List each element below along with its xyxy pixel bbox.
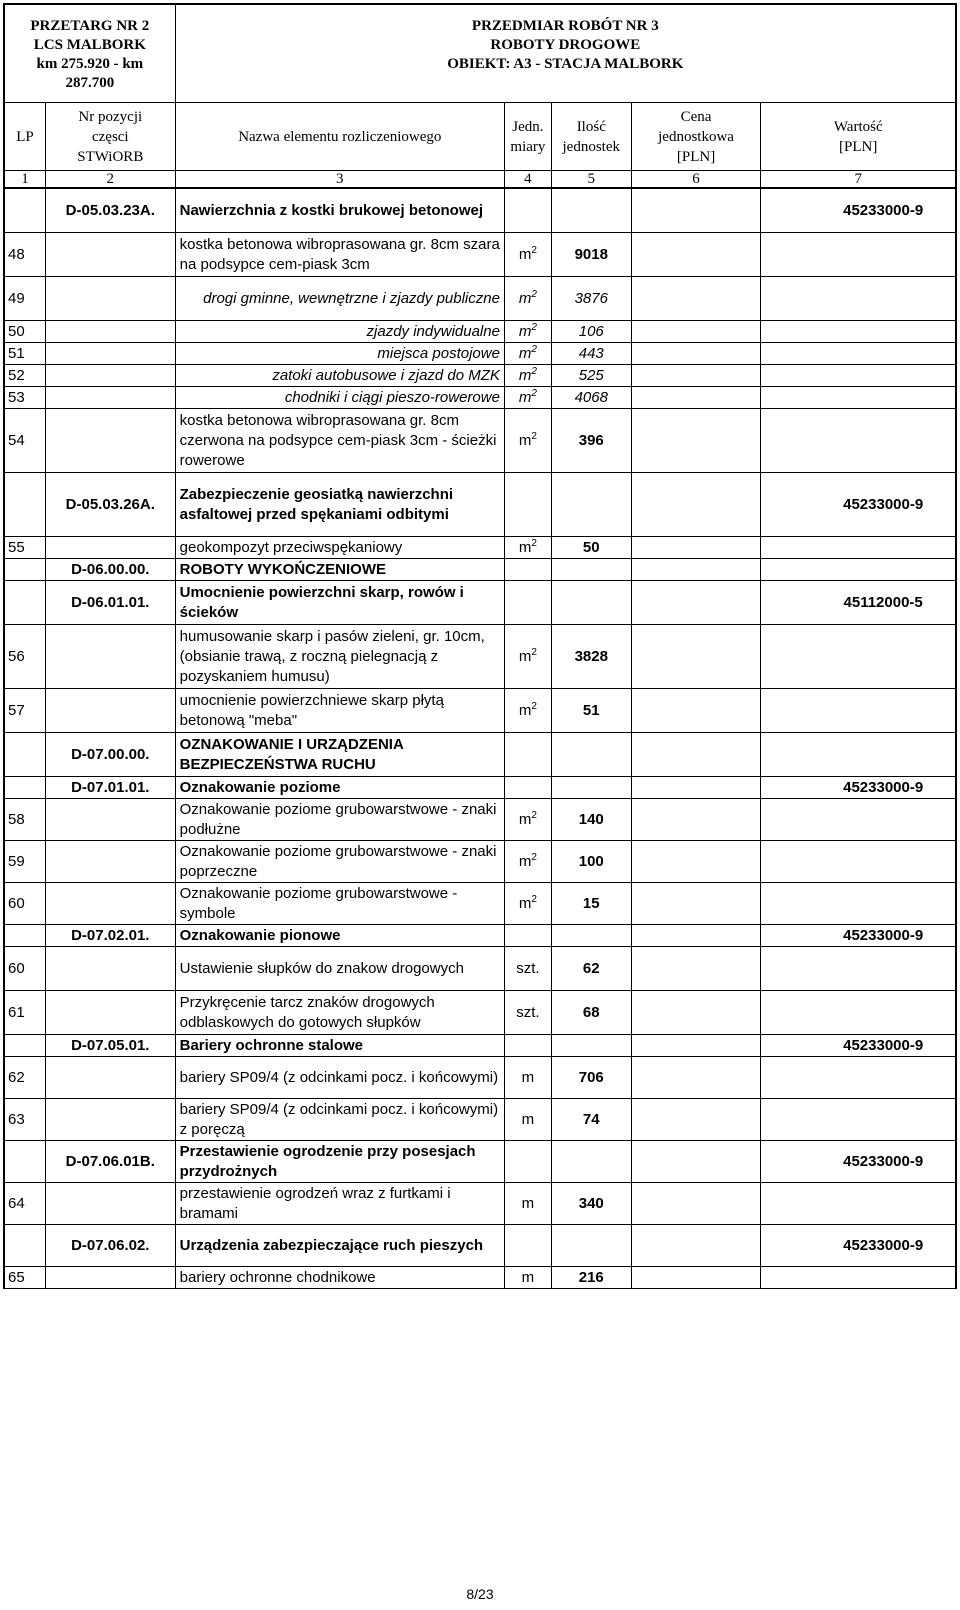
- row-lp: 65: [5, 1267, 46, 1288]
- col-name: Nazwa elementu rozliczeniowego: [176, 103, 505, 170]
- spec-code: [46, 1183, 176, 1224]
- spec-code: [46, 1099, 176, 1140]
- unit-price: [632, 883, 762, 924]
- quantity: 706: [552, 1057, 632, 1098]
- cpv-code: 45233000-9: [761, 473, 957, 536]
- section-row: [3, 189, 957, 233]
- total-value: [761, 277, 957, 320]
- cpv-code: [761, 733, 957, 776]
- total-value: [761, 947, 957, 990]
- spec-code: D-07.06.02.: [46, 1225, 176, 1266]
- item-name: bariery ochronne chodnikowe: [176, 1267, 505, 1288]
- quantity: 443: [552, 343, 632, 364]
- spec-code: [46, 883, 176, 924]
- table-row: [3, 277, 957, 321]
- spec-code: [46, 409, 176, 472]
- unit-price: [632, 277, 762, 320]
- tender-line: 287.700: [65, 75, 115, 91]
- section-name: Bariery ochronne stalowe: [176, 1035, 505, 1056]
- cpv-code: 45233000-9: [761, 1141, 957, 1182]
- row-qty: [552, 777, 632, 798]
- cpv-code: 45233000-9: [761, 189, 957, 232]
- total-value: [761, 537, 957, 558]
- spec-code: [46, 991, 176, 1034]
- tender-line: PRZETARG NR 2: [30, 18, 150, 34]
- spec-code: [46, 233, 176, 276]
- total-value: [761, 1057, 957, 1098]
- section-row: [3, 777, 957, 799]
- total-value: [761, 841, 957, 882]
- spec-code: [46, 625, 176, 688]
- quantity: 3828: [552, 625, 632, 688]
- section-name: OZNAKOWANIE I URZĄDZENIA BEZPIECZEŃSTWA RUCHU: [176, 733, 505, 776]
- spec-code: D-05.03.26A.: [46, 473, 176, 536]
- column-headers: [3, 103, 957, 171]
- unit-of-measure: $m^2$: [505, 387, 552, 408]
- document-title: [176, 5, 957, 102]
- spec-code: [46, 343, 176, 364]
- spec-code: [46, 387, 176, 408]
- col-number: 1: [5, 171, 46, 187]
- row-qty: [552, 581, 632, 624]
- row-lp: [5, 1141, 46, 1182]
- unit-of-measure: $m^2$: [505, 343, 552, 364]
- col-number: 7: [761, 171, 957, 187]
- spec-code: D-05.03.23A.: [46, 189, 176, 232]
- table-row: [3, 233, 957, 277]
- total-value: [761, 233, 957, 276]
- total-value: [761, 387, 957, 408]
- row-price: [632, 1141, 762, 1182]
- unit-price: [632, 1267, 762, 1288]
- table-row: [3, 387, 957, 409]
- item-name: drogi gminne, wewnętrzne i zjazdy publiczne: [176, 277, 505, 320]
- item-name: humusowanie skarp i pasów zieleni, gr. 10cm, (obsianie trawą, z roczną pielegnacją z pozyskaniem humusu): [176, 625, 505, 688]
- unit-of-measure: $m^2$: [505, 321, 552, 342]
- unit-price: [632, 365, 762, 386]
- spec-code: [46, 689, 176, 732]
- row-lp: 48: [5, 233, 46, 276]
- quantity: 4068: [552, 387, 632, 408]
- spec-code: D-07.06.01B.: [46, 1141, 176, 1182]
- table-row: [3, 1183, 957, 1225]
- row-lp: 53: [5, 387, 46, 408]
- spec-code: D-07.00.00.: [46, 733, 176, 776]
- row-lp: 62: [5, 1057, 46, 1098]
- row-price: [632, 777, 762, 798]
- item-name: kostka betonowa wibroprasowana gr. 8cm szara na podsypce cem-piask 3cm: [176, 233, 505, 276]
- unit-price: [632, 387, 762, 408]
- row-lp: 57: [5, 689, 46, 732]
- quantity: 525: [552, 365, 632, 386]
- quantity: 68: [552, 991, 632, 1034]
- unit-of-measure: $m^2$: [505, 625, 552, 688]
- col-price: Cena jednostkowa [PLN]: [632, 103, 762, 170]
- unit-of-measure: m: [505, 1057, 552, 1098]
- unit-of-measure: szt.: [505, 991, 552, 1034]
- row-lp: 54: [5, 409, 46, 472]
- table-row: [3, 841, 957, 883]
- unit-of-measure: m: [505, 1267, 552, 1288]
- tender-line: LCS MALBORK: [33, 37, 146, 53]
- table-row: [3, 883, 957, 925]
- tender-info: [5, 5, 176, 102]
- cpv-code: 45233000-9: [761, 777, 957, 798]
- unit-price: [632, 625, 762, 688]
- row-unit: [505, 189, 552, 232]
- row-lp: 49: [5, 277, 46, 320]
- unit-of-measure: m: [505, 1099, 552, 1140]
- section-row: [3, 1225, 957, 1267]
- item-name: bariery SP09/4 (z odcinkami pocz. i końcowymi): [176, 1057, 505, 1098]
- unit-price: [632, 991, 762, 1034]
- row-lp: 63: [5, 1099, 46, 1140]
- unit-price: [632, 1057, 762, 1098]
- row-price: [632, 1225, 762, 1266]
- item-name: bariery SP09/4 (z odcinkami pocz. i końcowymi) z poręczą: [176, 1099, 505, 1140]
- spec-code: D-07.05.01.: [46, 1035, 176, 1056]
- col-number: 4: [505, 171, 552, 187]
- spec-code: [46, 799, 176, 840]
- table-row: [3, 343, 957, 365]
- spec-code: [46, 841, 176, 882]
- row-unit: [505, 925, 552, 946]
- table-row: [3, 1267, 957, 1289]
- row-price: [632, 581, 762, 624]
- unit-price: [632, 233, 762, 276]
- total-value: [761, 991, 957, 1034]
- unit-of-measure: $m^2$: [505, 689, 552, 732]
- row-lp: [5, 581, 46, 624]
- spec-code: [46, 277, 176, 320]
- row-lp: [5, 473, 46, 536]
- tender-line: km 275.920 - km: [36, 56, 144, 72]
- table-row: [3, 537, 957, 559]
- unit-of-measure: $m^2$: [505, 277, 552, 320]
- spec-code: D-07.02.01.: [46, 925, 176, 946]
- unit-of-measure: $m^2$: [505, 799, 552, 840]
- quantity: 340: [552, 1183, 632, 1224]
- unit-of-measure: $m^2$: [505, 841, 552, 882]
- quantity: 396: [552, 409, 632, 472]
- row-lp: 60: [5, 947, 46, 990]
- section-name: Oznakowanie pionowe: [176, 925, 505, 946]
- item-name: umocnienie powierzchniewe skarp płytą betonową "meba": [176, 689, 505, 732]
- row-qty: [552, 473, 632, 536]
- row-price: [632, 925, 762, 946]
- section-name: Urządzenia zabezpieczające ruch pieszych: [176, 1225, 505, 1266]
- row-lp: 55: [5, 537, 46, 558]
- row-unit: [505, 581, 552, 624]
- total-value: [761, 365, 957, 386]
- table-row: [3, 365, 957, 387]
- section-name: Nawierzchnia z kostki brukowej betonowej: [176, 189, 505, 232]
- section-row: [3, 473, 957, 537]
- item-name: Przykręcenie tarcz znaków drogowych odblaskowych do gotowych słupków: [176, 991, 505, 1034]
- row-price: [632, 1035, 762, 1056]
- table-row: [3, 799, 957, 841]
- item-name: zjazdy indywidualne: [176, 321, 505, 342]
- unit-price: [632, 799, 762, 840]
- table-row: [3, 1057, 957, 1099]
- table-body: [3, 189, 957, 1289]
- title-line: PRZEDMIAR ROBÓT NR 3: [471, 18, 659, 34]
- item-name: zatoki autobusowe i zjazd do MZK: [176, 365, 505, 386]
- total-value: [761, 321, 957, 342]
- row-unit: [505, 1035, 552, 1056]
- row-lp: [5, 1225, 46, 1266]
- row-lp: 50: [5, 321, 46, 342]
- row-qty: [552, 1035, 632, 1056]
- row-unit: [505, 473, 552, 536]
- section-row: [3, 733, 957, 777]
- unit-price: [632, 1183, 762, 1224]
- item-name: Ustawienie słupków do znakow drogowych: [176, 947, 505, 990]
- row-lp: [5, 777, 46, 798]
- total-value: [761, 625, 957, 688]
- unit-price: [632, 321, 762, 342]
- table-row: [3, 625, 957, 689]
- section-name: Zabezpieczenie geosiatką nawierzchni asfaltowej przed spękaniami odbitymi: [176, 473, 505, 536]
- quantity: 216: [552, 1267, 632, 1288]
- section-name: Przestawienie ogrodzenie przy posesjach przydrożnych: [176, 1141, 505, 1182]
- total-value: [761, 689, 957, 732]
- row-qty: [552, 733, 632, 776]
- item-name: miejsca postojowe: [176, 343, 505, 364]
- section-row: [3, 1035, 957, 1057]
- row-lp: 59: [5, 841, 46, 882]
- cpv-code: 45233000-9: [761, 1035, 957, 1056]
- spec-code: D-06.00.00.: [46, 559, 176, 580]
- row-unit: [505, 559, 552, 580]
- section-name: Oznakowanie poziome: [176, 777, 505, 798]
- col-unit: Jedn. miary: [505, 103, 552, 170]
- row-lp: 61: [5, 991, 46, 1034]
- unit-price: [632, 841, 762, 882]
- row-lp: 52: [5, 365, 46, 386]
- spec-code: [46, 1057, 176, 1098]
- unit-price: [632, 947, 762, 990]
- title-line: ROBOTY DROGOWE: [490, 37, 641, 53]
- quantity: 100: [552, 841, 632, 882]
- total-value: [761, 799, 957, 840]
- quantity: 51: [552, 689, 632, 732]
- cpv-code: 45112000-5: [761, 581, 957, 624]
- section-name: ROBOTY WYKOŃCZENIOWE: [176, 559, 505, 580]
- page-number: 8/23: [466, 1586, 494, 1602]
- section-row: [3, 559, 957, 581]
- unit-price: [632, 343, 762, 364]
- unit-of-measure: m: [505, 1183, 552, 1224]
- item-name: Oznakowanie poziome grubowarstwowe - znaki poprzeczne: [176, 841, 505, 882]
- row-unit: [505, 1225, 552, 1266]
- item-name: kostka betonowa wibroprasowana gr. 8cm czerwona na podsypce cem-piask 3cm - ścieżki rowerowe: [176, 409, 505, 472]
- unit-of-measure: szt.: [505, 947, 552, 990]
- row-unit: [505, 777, 552, 798]
- unit-price: [632, 537, 762, 558]
- row-price: [632, 559, 762, 580]
- col-position: Nr pozycji częsci STWiORB: [46, 103, 176, 170]
- unit-of-measure: $m^2$: [505, 537, 552, 558]
- col-number: 3: [176, 171, 505, 187]
- table-row: [3, 1099, 957, 1141]
- row-lp: [5, 189, 46, 232]
- spec-code: D-07.01.01.: [46, 777, 176, 798]
- title-line: OBIEKT: A3 - STACJA MALBORK: [447, 56, 684, 72]
- row-lp: [5, 733, 46, 776]
- quantity: 74: [552, 1099, 632, 1140]
- row-lp: 60: [5, 883, 46, 924]
- total-value: [761, 343, 957, 364]
- unit-price: [632, 1099, 762, 1140]
- unit-of-measure: $m^2$: [505, 409, 552, 472]
- table-row: [3, 947, 957, 991]
- unit-of-measure: $m^2$: [505, 883, 552, 924]
- row-lp: 51: [5, 343, 46, 364]
- row-qty: [552, 1225, 632, 1266]
- item-name: Oznakowanie poziome grubowarstwowe - symbole: [176, 883, 505, 924]
- cpv-code: 45233000-9: [761, 1225, 957, 1266]
- row-unit: [505, 733, 552, 776]
- col-value: Wartość [PLN]: [761, 103, 957, 170]
- item-name: Oznakowanie poziome grubowarstwowe - znaki podłużne: [176, 799, 505, 840]
- table-row: [3, 321, 957, 343]
- spec-code: D-06.01.01.: [46, 581, 176, 624]
- cpv-code: 45233000-9: [761, 925, 957, 946]
- row-qty: [552, 189, 632, 232]
- item-name: geokompozyt przeciwspękaniowy: [176, 537, 505, 558]
- unit-price: [632, 689, 762, 732]
- total-value: [761, 883, 957, 924]
- row-unit: [505, 1141, 552, 1182]
- total-value: [761, 1183, 957, 1224]
- row-lp: [5, 925, 46, 946]
- column-numbers: [3, 171, 957, 189]
- section-row: [3, 581, 957, 625]
- title-header: [3, 3, 957, 103]
- item-name: przestawienie ogrodzeń wraz z furtkami i bramami: [176, 1183, 505, 1224]
- cpv-code: [761, 559, 957, 580]
- quantity: 15: [552, 883, 632, 924]
- total-value: [761, 1099, 957, 1140]
- total-value: [761, 1267, 957, 1288]
- spec-code: [46, 947, 176, 990]
- row-lp: 56: [5, 625, 46, 688]
- col-lp: LP: [5, 103, 46, 170]
- section-row: [3, 1141, 957, 1183]
- document: [3, 3, 957, 1289]
- row-lp: 64: [5, 1183, 46, 1224]
- spec-code: [46, 537, 176, 558]
- table-row: [3, 991, 957, 1035]
- quantity: 9018: [552, 233, 632, 276]
- quantity: 140: [552, 799, 632, 840]
- row-price: [632, 733, 762, 776]
- unit-of-measure: $m^2$: [505, 365, 552, 386]
- col-number: 5: [552, 171, 632, 187]
- row-price: [632, 189, 762, 232]
- item-name: chodniki i ciągi pieszo-rowerowe: [176, 387, 505, 408]
- quantity: 106: [552, 321, 632, 342]
- section-name: Umocnienie powierzchni skarp, rowów i ścieków: [176, 581, 505, 624]
- row-lp: [5, 559, 46, 580]
- quantity: 50: [552, 537, 632, 558]
- row-price: [632, 473, 762, 536]
- section-row: [3, 925, 957, 947]
- spec-code: [46, 1267, 176, 1288]
- spec-code: [46, 365, 176, 386]
- total-value: [761, 409, 957, 472]
- table-row: [3, 409, 957, 473]
- quantity: 3876: [552, 277, 632, 320]
- row-qty: [552, 1141, 632, 1182]
- col-number: 2: [46, 171, 176, 187]
- unit-of-measure: $m^2$: [505, 233, 552, 276]
- col-number: 6: [632, 171, 762, 187]
- spec-code: [46, 321, 176, 342]
- unit-price: [632, 409, 762, 472]
- row-qty: [552, 559, 632, 580]
- table-row: [3, 689, 957, 733]
- col-qty: Ilość jednostek: [552, 103, 632, 170]
- row-lp: [5, 1035, 46, 1056]
- row-lp: 58: [5, 799, 46, 840]
- quantity: 62: [552, 947, 632, 990]
- row-qty: [552, 925, 632, 946]
